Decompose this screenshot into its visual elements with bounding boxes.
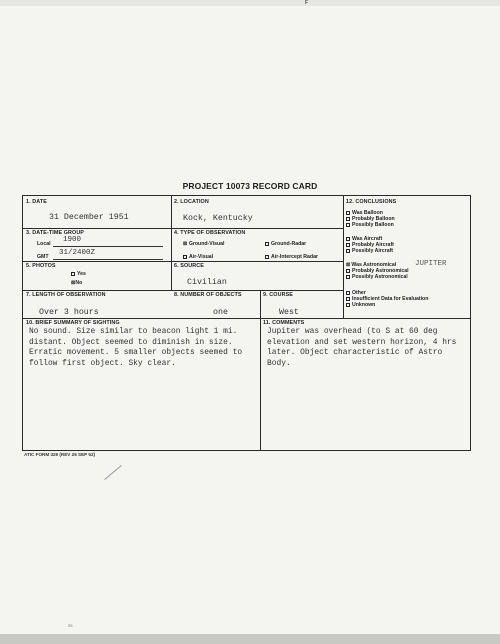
source-value: Civilian xyxy=(187,278,227,287)
date-time-group-label: 3. DATE-TIME GROUP xyxy=(26,230,85,236)
conclusion-option: ⊠Was Astronomical xyxy=(346,262,397,268)
grid-line xyxy=(23,290,343,291)
page-id: F xyxy=(305,0,309,6)
checkbox-icon xyxy=(346,243,350,247)
observation-option-ground-visual: ⊠ Ground-Visual xyxy=(183,241,225,247)
checkbox-icon xyxy=(346,217,350,221)
course-label: 9. COURSE xyxy=(263,292,293,298)
grid-line xyxy=(260,290,261,318)
location-value: Kock, Kentucky xyxy=(183,214,253,223)
checkbox-icon xyxy=(265,255,269,259)
date-value: 31 December 1951 xyxy=(49,213,129,222)
conclusion-option: Probably Balloon xyxy=(346,216,395,222)
comments-label: 11. COMMENTS xyxy=(263,320,305,326)
checked-box-icon: ⊠ xyxy=(346,262,351,268)
scan-edge-bottom xyxy=(0,634,500,644)
grid-line xyxy=(171,196,172,290)
gmt-underline xyxy=(53,259,163,260)
length-of-observation-value: Over 3 hours xyxy=(39,308,99,317)
conclusions-group-other xyxy=(346,290,428,309)
conclusions-group-balloon xyxy=(346,210,395,229)
source-label: 6. SOURCE xyxy=(174,263,204,269)
photos-label: 5. PHOTOS xyxy=(26,263,56,269)
gmt-label: GMT xyxy=(37,254,49,260)
conclusion-option: Was Aircraft xyxy=(346,236,394,242)
conclusion-option: Probably Astronomical xyxy=(346,268,409,274)
conclusion-option: Possibly Balloon xyxy=(346,222,395,228)
checkbox-icon xyxy=(346,269,350,273)
brief-summary-text: No sound. Size similar to beacon light 1 mi. distant. Object seemed to diminish in size. Erratic movement. 5 smaller objects seemed to follow first object. Sky clear. xyxy=(29,327,243,368)
course-value: West xyxy=(279,308,299,317)
form-id: ATIC FORM 329 (REV 26 SEP 52) xyxy=(24,452,96,457)
footer-mark: 29 xyxy=(68,623,73,628)
grid-line xyxy=(343,196,344,318)
conclusions-label: 12. CONCLUSIONS xyxy=(346,199,397,205)
grid-line xyxy=(260,318,261,450)
checkbox-icon xyxy=(346,275,350,279)
observation-option-ground-radar: Ground-Radar xyxy=(265,241,306,247)
checkbox-icon xyxy=(346,223,350,227)
checkbox-icon xyxy=(183,255,187,259)
conclusion-option: Was Balloon xyxy=(346,210,395,216)
grid-line xyxy=(23,261,343,262)
checkbox-icon xyxy=(265,242,269,246)
grid-line xyxy=(23,318,470,319)
local-time-underline xyxy=(53,246,163,247)
checked-box-icon: ⊠ xyxy=(71,280,76,286)
conclusion-option: Insufficient Data for Evaluation xyxy=(346,296,428,302)
local-time-label: Local xyxy=(37,241,51,247)
checkbox-icon xyxy=(346,237,350,241)
conclusion-handwritten-note: JUPITER xyxy=(415,260,447,268)
conclusions-group-astronomical xyxy=(346,262,409,281)
checkbox-icon xyxy=(346,211,350,215)
conclusion-option: Possibly Aircraft xyxy=(346,248,394,254)
conclusion-option: Probably Aircraft xyxy=(346,242,394,248)
checkbox-icon xyxy=(346,297,350,301)
location-label: 2. LOCATION xyxy=(174,199,209,205)
checkbox-icon xyxy=(346,291,350,295)
comments-text: Jupiter was overhead (to S at 60 deg elevation and set western horizon, 4 hrs later. Object characteristic of Astro Body. xyxy=(267,327,457,368)
photos-option-no: ⊠No xyxy=(71,280,83,286)
conclusion-option: Unknown xyxy=(346,302,428,308)
date-label: 1. DATE xyxy=(26,199,47,205)
conclusion-option: Possibly Astronomical xyxy=(346,274,409,280)
grid-line xyxy=(23,228,343,229)
checkbox-icon xyxy=(346,303,350,307)
photos-option-yes: Yes xyxy=(71,271,86,277)
checkbox-icon xyxy=(71,272,75,276)
observation-option-air-intercept-radar: Air-Intercept Radar xyxy=(265,254,318,260)
checked-box-icon: ⊠ xyxy=(183,241,188,247)
type-of-observation-label: 4. TYPE OF OBSERVATION xyxy=(174,230,246,236)
conclusion-option: Other xyxy=(346,290,428,296)
scan-edge-top xyxy=(0,0,500,6)
checkbox-icon xyxy=(346,249,350,253)
number-of-objects-value: one xyxy=(213,308,228,317)
pen-mark xyxy=(104,465,121,480)
card-title: PROJECT 10073 RECORD CARD xyxy=(182,181,318,191)
record-card xyxy=(22,195,471,451)
gmt-value: 31/2400Z xyxy=(59,249,96,257)
brief-summary-label: 10. BRIEF SUMMARY OF SIGHTING xyxy=(26,320,120,326)
conclusions-group-aircraft xyxy=(346,236,394,255)
local-time-value: 1900 xyxy=(63,236,82,244)
length-of-observation-label: 7. LENGTH OF OBSERVATION xyxy=(26,292,106,298)
observation-option-air-visual: Air-Visual xyxy=(183,254,213,260)
number-of-objects-label: 8. NUMBER OF OBJECTS xyxy=(174,292,242,298)
